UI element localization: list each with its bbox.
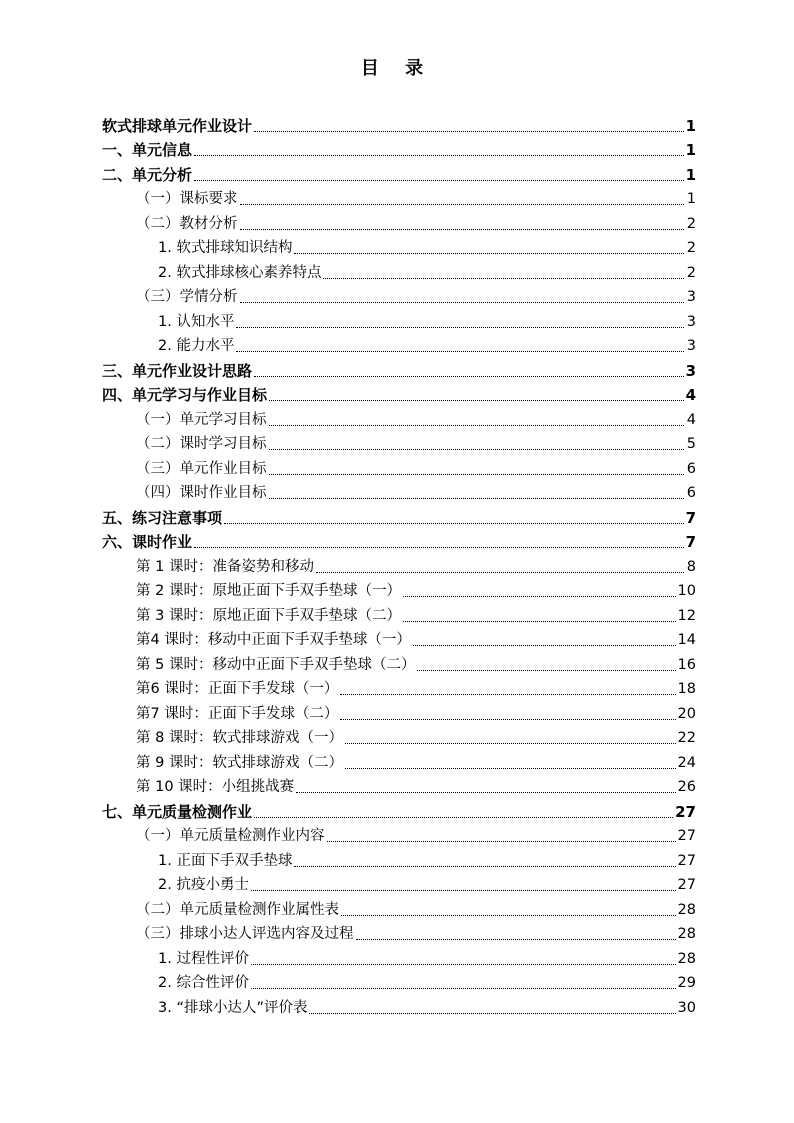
dot-leader <box>340 693 675 695</box>
toc-entry[interactable] <box>0 552 794 577</box>
toc-entry[interactable] <box>0 258 794 283</box>
dot-leader <box>327 840 676 842</box>
dot-leader <box>254 375 684 377</box>
dot-leader <box>254 816 673 818</box>
toc-entry-label: （三）单元作业目标 <box>136 460 267 477</box>
toc-entry[interactable] <box>0 185 794 210</box>
toc-entry-page-number: 1 <box>685 116 696 135</box>
dot-leader <box>340 718 675 720</box>
toc-entry[interactable] <box>0 895 794 920</box>
dot-leader <box>269 448 685 450</box>
dot-leader <box>194 546 684 548</box>
toc-entry[interactable] <box>0 846 794 871</box>
dot-leader <box>294 865 675 867</box>
toc-entry-page-number: 1 <box>685 141 696 159</box>
toc-entry-page-number: 26 <box>677 779 696 795</box>
toc-entry-label: （三）排球小达人评选内容及过程 <box>136 926 354 942</box>
dot-leader <box>251 963 676 965</box>
toc-entry-page-number: 14 <box>677 632 696 648</box>
dot-leader <box>403 620 676 622</box>
toc-entry-label: 七、单元质量检测作业 <box>102 802 253 821</box>
toc-entry-page-number: 29 <box>677 975 696 991</box>
dot-leader <box>269 424 685 426</box>
toc-entry-page-number: 5 <box>686 436 696 452</box>
toc-entry-label: 1. 正面下手双手垫球 <box>158 852 293 869</box>
dot-leader <box>240 228 685 230</box>
toc-entry-page-number: 20 <box>677 705 696 722</box>
toc-entry-label: 第6 课时：正面下手发球（一） <box>136 681 339 697</box>
dot-leader <box>403 595 676 597</box>
toc-entry-page-number: 28 <box>677 926 696 942</box>
toc-entry-label: 五、练习注意事项 <box>102 508 223 527</box>
toc-entry-page-number: 12 <box>677 607 696 624</box>
toc-entry[interactable] <box>0 479 794 504</box>
dot-leader <box>236 326 684 328</box>
toc-entry[interactable] <box>0 993 794 1018</box>
toc-entry[interactable] <box>0 209 794 234</box>
dot-leader <box>417 669 675 671</box>
toc-entry-label: 1. 过程性评价 <box>158 950 249 967</box>
dot-leader <box>240 203 685 205</box>
toc-entry-label: （二）课时学习目标 <box>136 436 267 452</box>
dot-leader <box>341 914 676 916</box>
toc-entry-page-number: 2 <box>686 264 696 281</box>
table-of-contents <box>0 111 794 1018</box>
toc-entry-label: （三）学情分析 <box>136 289 238 305</box>
toc-entry-label: 第 1 课时：准备姿势和移动 <box>136 558 314 575</box>
toc-entry[interactable] <box>0 111 794 136</box>
dot-leader <box>254 130 684 132</box>
dot-leader <box>356 938 676 940</box>
dot-leader <box>194 179 684 181</box>
toc-entry-label: （一）单元学习目标 <box>136 411 267 428</box>
toc-entry[interactable] <box>0 626 794 651</box>
toc-entry[interactable] <box>0 871 794 896</box>
toc-entry[interactable] <box>0 944 794 969</box>
dot-leader <box>269 473 685 475</box>
toc-entry-label: （一）课标要求 <box>136 191 238 207</box>
toc-entry[interactable] <box>0 650 794 675</box>
toc-entry-page-number: 3 <box>686 313 696 330</box>
toc-entry[interactable] <box>0 699 794 724</box>
toc-entry-label: 第 2 课时：原地正面下手双手垫球（一） <box>136 583 401 599</box>
toc-entry[interactable] <box>0 136 794 161</box>
toc-entry[interactable] <box>0 234 794 259</box>
toc-entry[interactable] <box>0 773 794 798</box>
dot-leader <box>345 742 676 744</box>
toc-entry-page-number: 3 <box>686 289 696 305</box>
toc-entry-label: 2. 软式排球核心素养特点 <box>158 264 322 281</box>
toc-entry-label: 四、单元学习与作业目标 <box>102 386 268 404</box>
toc-entry-page-number: 27 <box>675 802 696 821</box>
toc-entry-page-number: 27 <box>677 828 696 844</box>
toc-entry[interactable] <box>0 577 794 602</box>
toc-entry-label: 2. 综合性评价 <box>158 975 249 991</box>
toc-entry[interactable] <box>0 356 794 381</box>
toc-entry[interactable] <box>0 283 794 308</box>
dot-leader <box>251 987 676 989</box>
toc-entry-page-number: 8 <box>686 558 696 575</box>
toc-entry-page-number: 28 <box>677 901 696 918</box>
toc-entry-label: 第 3 课时：原地正面下手双手垫球（二） <box>136 607 401 624</box>
toc-entry-page-number: 6 <box>686 485 696 501</box>
dot-leader <box>323 277 684 279</box>
dot-leader <box>296 791 675 793</box>
toc-entry-label: 第7 课时：正面下手发球（二） <box>136 705 339 722</box>
toc-entry[interactable] <box>0 405 794 430</box>
toc-entry[interactable] <box>0 381 794 406</box>
toc-entry-label: 2. 能力水平 <box>158 338 235 354</box>
page-title: 目 录 <box>360 58 434 79</box>
toc-entry[interactable] <box>0 528 794 553</box>
toc-entry-page-number: 27 <box>677 852 696 869</box>
toc-entry[interactable] <box>0 748 794 773</box>
toc-entry-page-number: 1 <box>686 191 696 207</box>
toc-entry-page-number: 30 <box>677 999 696 1016</box>
toc-entry-page-number: 4 <box>685 386 696 404</box>
toc-entry-label: 第 8 课时：软式排球游戏（一） <box>136 730 343 746</box>
toc-entry-label: 二、单元分析 <box>102 165 193 184</box>
toc-entry-label: 第 10 课时：小组挑战赛 <box>136 779 295 795</box>
toc-entry-page-number: 3 <box>686 338 696 354</box>
dot-leader <box>413 644 676 646</box>
dot-leader <box>236 350 684 352</box>
toc-entry-page-number: 10 <box>677 583 696 599</box>
toc-entry[interactable] <box>0 332 794 357</box>
toc-entry[interactable] <box>0 454 794 479</box>
dot-leader <box>251 889 676 891</box>
toc-entry-label: 第 5 课时：移动中正面下手双手垫球（二） <box>136 656 416 673</box>
toc-entry-page-number: 4 <box>686 411 696 428</box>
toc-entry-label: （四）课时作业目标 <box>136 485 267 501</box>
toc-entry-label: 软式排球单元作业设计 <box>102 116 253 135</box>
toc-entry-label: 1. 认知水平 <box>158 313 235 330</box>
toc-entry-page-number: 6 <box>686 460 696 477</box>
toc-entry-page-number: 18 <box>677 681 696 697</box>
toc-entry-label: （二）教材分析 <box>136 215 238 232</box>
toc-entry-label: 3. “排球小达人”评价表 <box>158 999 308 1016</box>
dot-leader <box>294 252 684 254</box>
toc-entry-label: （二）单元质量检测作业属性表 <box>136 901 339 918</box>
toc-entry[interactable] <box>0 160 794 185</box>
toc-entry-page-number: 7 <box>685 508 696 527</box>
toc-entry-page-number: 2 <box>686 240 696 256</box>
dot-leader <box>269 497 685 499</box>
toc-entry[interactable] <box>0 503 794 528</box>
toc-entry-page-number: 7 <box>685 533 696 551</box>
dot-leader <box>316 571 684 573</box>
toc-entry-page-number: 3 <box>685 361 696 380</box>
toc-entry-page-number: 16 <box>677 656 696 673</box>
toc-entry[interactable] <box>0 601 794 626</box>
dot-leader <box>224 522 684 524</box>
toc-entry-label: 1. 软式排球知识结构 <box>158 240 293 256</box>
toc-entry-label: 三、单元作业设计思路 <box>102 361 253 380</box>
toc-entry-page-number: 1 <box>685 165 696 184</box>
dot-leader <box>240 301 685 303</box>
toc-entry[interactable] <box>0 797 794 822</box>
toc-entry-page-number: 22 <box>677 730 696 746</box>
toc-entry-label: （一）单元质量检测作业内容 <box>136 828 325 844</box>
dot-leader <box>309 1012 675 1014</box>
dot-leader <box>269 399 684 401</box>
dot-leader <box>345 767 676 769</box>
toc-entry-label: 六、课时作业 <box>102 533 193 551</box>
toc-entry-label: 第 9 课时：软式排球游戏（二） <box>136 754 343 771</box>
toc-entry-label: 一、单元信息 <box>102 141 193 159</box>
toc-entry-page-number: 24 <box>677 754 696 771</box>
toc-entry[interactable] <box>0 920 794 945</box>
toc-entry-page-number: 28 <box>677 950 696 967</box>
toc-entry-label: 第4 课时：移动中正面下手双手垫球（一） <box>136 632 411 648</box>
toc-entry[interactable] <box>0 675 794 700</box>
toc-entry-page-number: 2 <box>686 215 696 232</box>
toc-entry-label: 2. 抗疫小勇士 <box>158 877 249 893</box>
toc-entry[interactable] <box>0 724 794 749</box>
toc-entry[interactable] <box>0 822 794 847</box>
toc-entry[interactable] <box>0 307 794 332</box>
dot-leader <box>194 154 684 156</box>
toc-entry[interactable] <box>0 969 794 994</box>
toc-entry[interactable] <box>0 430 794 455</box>
toc-entry-page-number: 27 <box>677 877 696 893</box>
